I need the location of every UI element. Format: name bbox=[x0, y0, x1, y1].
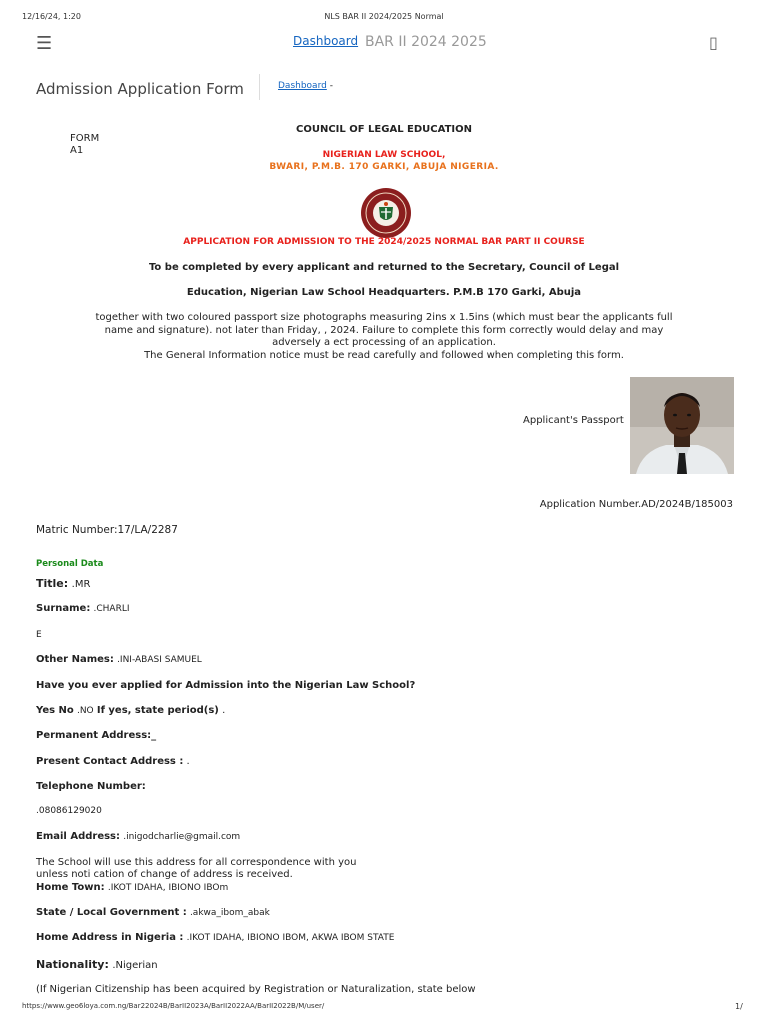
nationality-value: .Nigerian bbox=[112, 960, 158, 971]
page-title: Admission Application Form bbox=[36, 80, 244, 98]
breadcrumb-separator: - bbox=[329, 81, 333, 91]
home-address-label: Home Address in Nigeria : bbox=[36, 932, 184, 943]
title-value: .MR bbox=[71, 579, 91, 590]
title-divider bbox=[259, 74, 260, 100]
telephone-label: Telephone Number: bbox=[36, 781, 146, 792]
permanent-address-label: Permanent Address:_ bbox=[36, 730, 157, 741]
menu-icon[interactable]: ☰ bbox=[36, 33, 53, 54]
applied-question: Have you ever applied for Admission into the Nigerian Law School? bbox=[36, 680, 416, 691]
other-names-field bbox=[36, 654, 202, 665]
print-page-number: 1/ bbox=[735, 1002, 743, 1011]
nationality-field bbox=[36, 958, 158, 971]
state-lga-label: State / Local Government : bbox=[36, 907, 187, 918]
yes-no-field bbox=[36, 705, 225, 716]
window-icon[interactable]: ▯ bbox=[709, 33, 718, 52]
school-name: NIGERIAN LAW SCHOOL, bbox=[322, 150, 446, 160]
instruction-line-2: Education, Nigerian Law School Headquarters. P.M.B 170 Garki, Abuja bbox=[186, 287, 582, 298]
present-address-value: . bbox=[186, 756, 190, 767]
citizenship-note: (If Nigerian Citizenship has been acquired by Registration or Naturalization, state below bbox=[36, 984, 476, 995]
state-lga-value: .akwa_ibom_abak bbox=[189, 908, 270, 918]
personal-data-heading: Personal Data bbox=[36, 559, 104, 569]
if-yes-label: If yes, state period(s) bbox=[96, 705, 219, 716]
telephone-value: .08086129020 bbox=[36, 806, 102, 816]
instruction-line-1: To be completed by every applicant and returned to the Secretary, Council of Legal bbox=[148, 262, 620, 273]
print-url: https://www.geo6loya.com.ng/Bar22024B/BarII2023A/BarII2022AA/BarII2022B/M/user/ bbox=[22, 1002, 325, 1010]
state-lga-field bbox=[36, 907, 270, 918]
yes-no-label: Yes No bbox=[36, 705, 74, 716]
application-number: Application Number.AD/2024B/185003 bbox=[539, 499, 733, 510]
surname-field bbox=[36, 603, 130, 614]
notice-line-1: The School will use this address for all correspondence with you bbox=[36, 857, 357, 868]
email-value: .inigodcharlie@gmail.com bbox=[123, 832, 241, 842]
print-datetime: 12/16/24, 1:20 bbox=[22, 12, 81, 21]
notice-line-2: unless noti cation of change of address is received. bbox=[36, 869, 293, 880]
address-notice bbox=[36, 857, 356, 881]
other-names-value: .INI-ABASI SAMUEL bbox=[117, 655, 202, 665]
if-yes-value: . bbox=[222, 705, 226, 716]
other-names-label: Other Names: bbox=[36, 654, 114, 665]
council-heading: COUNCIL OF LEGAL EDUCATION bbox=[295, 124, 473, 135]
form-code: A1 bbox=[70, 145, 84, 156]
school-address: BWARI, P.M.B. 170 GARKI, ABUJA NIGERIA. bbox=[269, 162, 499, 172]
present-address-field bbox=[36, 756, 190, 767]
passport-label: Applicant's Passport bbox=[523, 415, 624, 426]
application-title: APPLICATION FOR ADMISSION TO THE 2024/2025 NORMAL BAR PART II COURSE bbox=[183, 237, 585, 247]
nav-dashboard-link[interactable]: Dashboard bbox=[293, 34, 359, 48]
breadcrumb-dashboard-link[interactable]: Dashboard bbox=[278, 81, 327, 91]
matric-number: Matric Number:17/LA/2287 bbox=[36, 524, 178, 536]
para-line-2: name and signature). not later than Friday, , 2024. Failure to complete this form correctly would delay and may bbox=[104, 324, 664, 336]
hometown-value: .IKOT IDAHA, IBIONO IBOm bbox=[107, 883, 229, 893]
instructions-paragraph bbox=[0, 312, 768, 362]
yes-no-value: .NO bbox=[76, 706, 94, 716]
surname-value: .CHARLI bbox=[93, 604, 130, 614]
applicant-passport-photo bbox=[630, 377, 734, 474]
email-field bbox=[36, 831, 240, 842]
breadcrumb bbox=[278, 81, 333, 91]
para-line-1: together with two coloured passport size photographs measuring 2ins x 1.5ins (which must bear the applicants full bbox=[95, 312, 673, 323]
council-seal-logo bbox=[359, 187, 413, 239]
nav-title: BAR II 2024 2025 bbox=[365, 34, 487, 50]
nationality-label: Nationality: bbox=[36, 958, 109, 971]
title-field bbox=[36, 577, 90, 590]
hometown-field bbox=[36, 882, 228, 893]
para-line-3: adversely a ect processing of an application. bbox=[272, 337, 496, 348]
present-address-label: Present Contact Address : bbox=[36, 756, 184, 767]
surname-continued: E bbox=[36, 630, 42, 640]
form-label: FORM bbox=[70, 133, 100, 144]
print-doc-title: NLS BAR II 2024/2025 Normal bbox=[324, 12, 444, 21]
para-line-4: The General Information notice must be read carefully and followed when completing this form. bbox=[144, 349, 624, 361]
home-address-value: .IKOT IDAHA, IBIONO IBOM, AKWA IBOM STATE bbox=[186, 933, 395, 943]
hometown-label: Home Town: bbox=[36, 882, 105, 893]
title-label: Title: bbox=[36, 577, 69, 590]
home-address-field bbox=[36, 932, 394, 943]
email-label: Email Address: bbox=[36, 831, 121, 842]
surname-label: Surname: bbox=[36, 603, 91, 614]
